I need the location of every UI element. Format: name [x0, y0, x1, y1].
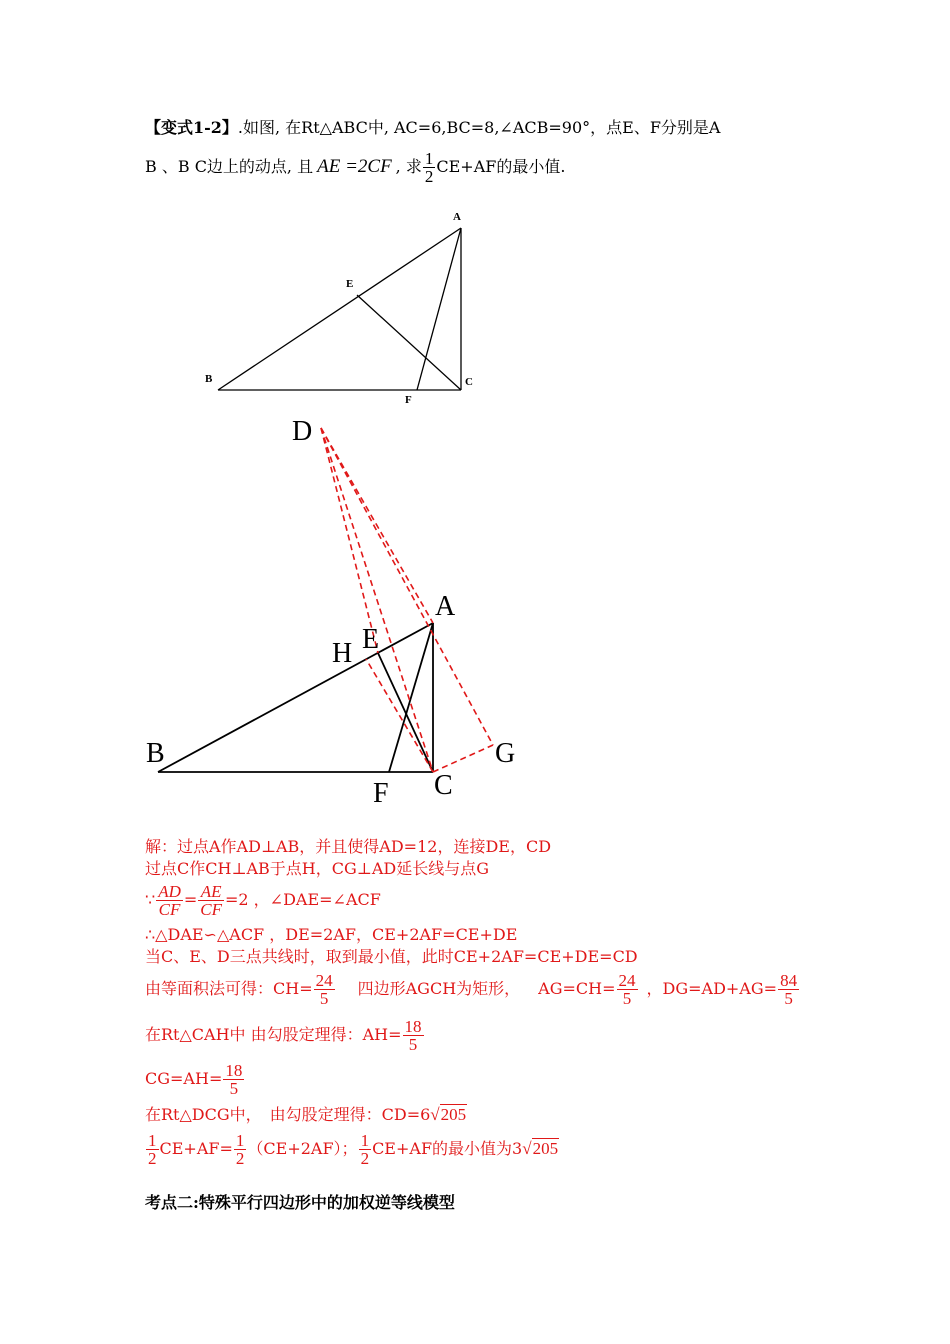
fraction-denominator: 2: [360, 1148, 370, 1168]
problem-line-2b: , 求: [395, 157, 422, 176]
fraction-denominator: 5: [408, 1034, 418, 1054]
problem-line-2a: B 、B C边上的动点, 且: [145, 157, 314, 176]
sqrt-radicand: 205: [532, 1139, 559, 1158]
fraction-numerator: 1: [360, 1130, 370, 1150]
fig2-label-f: F: [373, 778, 389, 809]
fig2-label-g: G: [495, 738, 516, 769]
section-2-heading: 考点二:特殊平行四边形中的加权逆等线模型: [145, 1193, 455, 1212]
fig1-label-c: C: [465, 376, 473, 388]
fraction-numerator: 18: [404, 1016, 422, 1036]
fig2-dashed-ch: [366, 659, 433, 772]
solution-line-10c: CE+AF的最小值为3: [372, 1139, 523, 1158]
fig2-dashed-de: [321, 428, 378, 653]
problem-line-1: [145, 118, 721, 138]
fig2-label-d: D: [292, 416, 313, 447]
fraction-half: [423, 150, 436, 185]
fig2-dashed-da: [321, 428, 433, 623]
fraction-ae-cf: [198, 883, 224, 918]
fig2-segment-ab: [158, 623, 433, 772]
fraction-numerator: 18: [225, 1060, 243, 1080]
solution-line-3: [145, 878, 381, 922]
solution-line-6d: ，DG=AD+AG=: [646, 979, 778, 998]
fig2-segment-af: [389, 623, 433, 772]
fig2-label-a: A: [435, 591, 456, 622]
because-symbol: ∵: [145, 890, 156, 909]
fig1-segment-ce: [357, 295, 461, 390]
solution-line-8a: CG=AH=: [145, 1069, 223, 1088]
solution-line-6b: 四边形AGCH为矩形，: [357, 979, 521, 998]
fig2-segment-ce: [378, 653, 433, 772]
fraction-denominator: 2: [148, 1148, 157, 1168]
sqrt-sign: √: [430, 1105, 440, 1124]
fraction-denominator: 5: [622, 988, 632, 1008]
problem-line-2c: CE+AF的最小值.: [436, 157, 566, 176]
fraction-24-5-ch: [314, 972, 335, 1007]
fraction-denominator: 5: [319, 988, 329, 1008]
fraction-numerator: AD: [158, 881, 181, 901]
fraction-denominator: 2: [235, 1148, 245, 1168]
fig1-label-a: A: [453, 211, 461, 223]
math-ae-eq-2cf: AE =2CF: [317, 156, 392, 177]
fraction-18-5-cg: [223, 1062, 244, 1097]
fig1-label-e: E: [346, 278, 354, 290]
solution-line-9a: 在Rt△DCG中， 由勾股定理得：CD=6: [145, 1105, 431, 1124]
fig2-label-h: H: [332, 638, 353, 669]
fig2-label-b: B: [146, 738, 165, 769]
fraction-numerator: 1: [235, 1130, 245, 1150]
fig1-segment-ab: [218, 228, 461, 390]
fraction-denominator: CF: [200, 899, 222, 919]
fraction-18-5-ah: [403, 1018, 424, 1053]
fig2-dashed-dc: [321, 428, 433, 772]
fig1-label-f: F: [405, 394, 412, 406]
solution-line-1: 解：过点A作AD⊥AB，并且使得AD=12，连接DE，CD: [145, 837, 552, 856]
solution-line-6a: 由等面积法可得：CH=: [145, 979, 313, 998]
fraction-numerator: 1: [148, 1130, 157, 1150]
fraction-24-5-ag: [617, 972, 638, 1007]
solution-line-5: 当C、E、D三点共线时，取到最小值，此时CE+2AF=CE+DE=CD: [145, 947, 638, 966]
figure-2-construction: [140, 410, 540, 810]
sqrt-205-final: [522, 1139, 559, 1159]
fraction-ad-cf: [156, 883, 183, 918]
fig2-label-c: C: [434, 770, 453, 801]
solution-line-10b: （CE+2AF）；: [247, 1139, 358, 1158]
sqrt-205: [430, 1105, 467, 1125]
fig2-label-e: E: [362, 624, 380, 655]
solution-line-4: ∴△DAE∽△ACF ，DE=2AF，CE+2AF=CE+DE: [145, 925, 518, 944]
fraction-84-5: [778, 972, 799, 1007]
solution-line-6c: AG=CH=: [538, 979, 616, 998]
solution-line-10: [145, 1127, 559, 1171]
fig2-dashed-dg: [321, 428, 493, 745]
equals-sign: =: [183, 890, 198, 909]
sqrt-radicand: 205: [440, 1105, 467, 1124]
fraction-denominator: 5: [784, 988, 793, 1008]
solution-line-2: 过点C作CH⊥AB于点H，CG⊥AD延长线与点G: [145, 859, 489, 878]
fig2-dashed-cg: [433, 745, 493, 772]
fraction-half-2: [234, 1132, 247, 1167]
fraction-numerator: 24: [618, 970, 636, 990]
solution-line-8: [145, 1057, 245, 1101]
solution-line-3-rest: =2 ，∠DAE=∠ACF: [225, 890, 381, 909]
problem-line-1-text: .如图, 在Rt△ABC中, AC=6,BC=8,∠ACB=90°，点E、F分别是A: [237, 118, 721, 137]
fraction-half-1: [146, 1132, 159, 1167]
fraction-numerator: 84: [780, 970, 798, 990]
fig1-label-b: B: [205, 373, 213, 385]
fraction-numerator: 24: [315, 970, 333, 990]
fraction-numerator: 1: [424, 148, 434, 168]
fraction-numerator: AE: [198, 883, 224, 901]
problem-line-2: [145, 147, 565, 187]
figure-1-triangle: [195, 200, 495, 415]
fraction-denominator: 2: [424, 166, 434, 186]
solution-line-9: [145, 1103, 467, 1127]
fraction-half-3: [359, 1132, 372, 1167]
solution-line-7a: 在Rt△CAH中 由勾股定理得：AH=: [145, 1025, 402, 1044]
problem-tag: 【变式1-2】: [145, 118, 238, 137]
solution-line-6: [145, 967, 800, 1011]
solution-line-7: [145, 1013, 425, 1057]
sqrt-sign: √: [522, 1139, 532, 1158]
fraction-denominator: CF: [158, 899, 181, 919]
solution-line-10a: CE+AF=: [159, 1139, 233, 1158]
fraction-denominator: 5: [229, 1078, 239, 1098]
